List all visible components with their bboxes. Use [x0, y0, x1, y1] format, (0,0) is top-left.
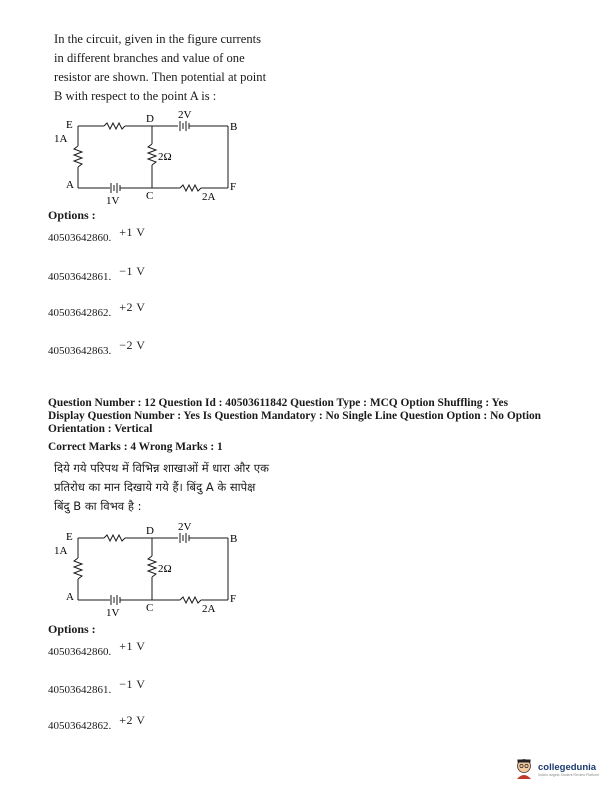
- option-row[interactable]: [48, 677, 146, 698]
- question-12-text-hindi: दिये गये परिपथ में विभिन्न शाखाओं में धारा और एक प्रतिरोध का मान दिखाये गये हैं। बिंदु A के सापेक्ष बिंदु B का विभव है :: [54, 461, 269, 513]
- option-value: −1 V: [119, 264, 146, 278]
- label-d: D: [146, 113, 154, 125]
- label-f: F: [230, 181, 237, 193]
- question-12-meta: Question Number : 12 Question Id : 40503611842 Question Type : MCQ Option Shuffling : Yes Display Question Number : Yes Is Question Mandatory : No Single Line Question Option : No Option Orientation : Vertical: [48, 397, 542, 435]
- option-id: 40503642860.: [48, 646, 112, 658]
- option-row[interactable]: [48, 639, 146, 660]
- option-row[interactable]: [48, 300, 146, 321]
- label-a: A: [66, 591, 74, 603]
- option-value: +2 V: [119, 713, 146, 727]
- label-e: E: [66, 531, 73, 543]
- option-row[interactable]: [48, 225, 146, 246]
- logo-name: collegedunia: [538, 761, 597, 773]
- logo-tagline: India's largest Student Review Platform: [538, 772, 599, 777]
- option-id: 40503642862.: [48, 720, 112, 732]
- mascot-icon: [514, 758, 534, 780]
- label-a: A: [66, 179, 74, 191]
- option-id: 40503642862.: [48, 307, 112, 319]
- label-c: C: [146, 602, 154, 614]
- label-current-1a: 1A: [54, 545, 68, 557]
- option-value: +2 V: [119, 300, 146, 314]
- option-id: 40503642863.: [48, 345, 112, 357]
- label-resistor-2ohm: 2Ω: [158, 151, 172, 163]
- label-battery-1v: 1V: [106, 607, 120, 619]
- option-row[interactable]: [48, 264, 146, 285]
- option-id: 40503642861.: [48, 684, 112, 696]
- label-battery-2v: 2V: [178, 521, 192, 533]
- label-battery-2v: 2V: [178, 109, 192, 121]
- option-value: +1 V: [119, 639, 146, 653]
- options-heading: Options :: [48, 208, 96, 222]
- option-value: −1 V: [119, 677, 146, 691]
- collegedunia-logo: [514, 758, 599, 780]
- option-row[interactable]: [48, 338, 146, 359]
- circuit-diagram-1: [52, 108, 252, 208]
- question-12-marks: Correct Marks : 4 Wrong Marks : 1: [48, 441, 223, 453]
- option-id: 40503642861.: [48, 271, 112, 283]
- label-current-1a: 1A: [54, 133, 68, 145]
- option-id: 40503642860.: [48, 232, 112, 244]
- label-f: F: [230, 593, 237, 605]
- label-current-2a: 2A: [202, 191, 216, 203]
- options-heading: Options :: [48, 622, 96, 636]
- question-11-text: In the circuit, given in the figure currents in different branches and value of one resistor are shown. Then potential at point B with respect to the point A is :: [54, 32, 267, 103]
- option-row[interactable]: [48, 713, 146, 734]
- label-battery-1v: 1V: [106, 195, 120, 207]
- label-e: E: [66, 119, 73, 131]
- label-d: D: [146, 525, 154, 537]
- label-resistor-2ohm: 2Ω: [158, 563, 172, 575]
- option-value: −2 V: [119, 338, 146, 352]
- option-value: +1 V: [119, 225, 146, 239]
- circuit-diagram-2: [52, 520, 252, 620]
- label-b: B: [230, 533, 238, 545]
- label-c: C: [146, 190, 154, 202]
- label-b: B: [230, 121, 238, 133]
- label-current-2a: 2A: [202, 603, 216, 615]
